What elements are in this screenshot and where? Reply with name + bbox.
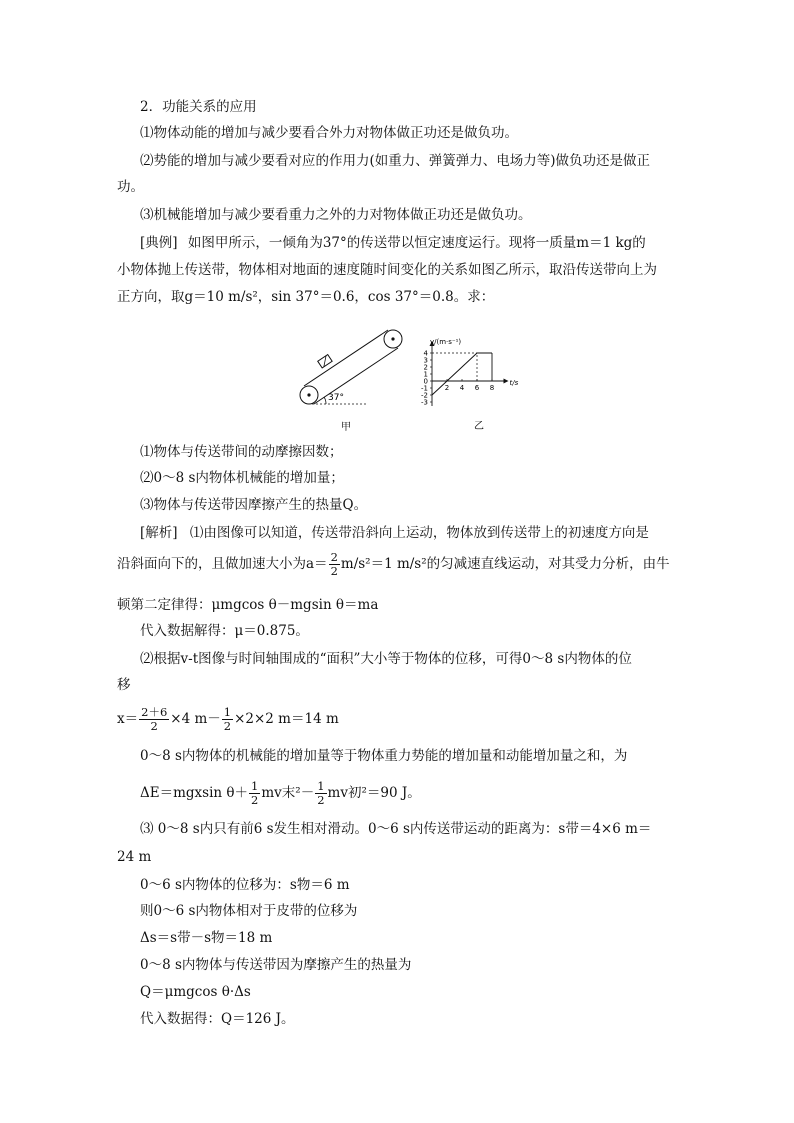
frac-c-num: 1 bbox=[251, 779, 259, 793]
x-tick-label: 4 bbox=[459, 384, 465, 392]
x-axis-label: t/s bbox=[509, 379, 519, 387]
question-3: ⑶物体与传送带因摩擦产生的热量Q。 bbox=[140, 497, 368, 513]
frac-b-num: 1 bbox=[223, 705, 232, 719]
frac-a-num: 2＋6 bbox=[141, 705, 168, 719]
question-1: ⑴物体与传送带间的动摩擦因数； bbox=[140, 444, 343, 460]
y-tick-label: 0 bbox=[423, 377, 428, 386]
solution-3-line-5: Δs＝s带－s物＝18 m bbox=[140, 930, 273, 946]
point-2: ⑵势能的增加与减少要看对应的作用力(如重力、弹簧弹力、电场力等)做负功还是做正 bbox=[140, 153, 651, 169]
x-tick-label: 8 bbox=[489, 384, 495, 392]
frac-a-den: 2 bbox=[150, 719, 158, 733]
frac-num: 2 bbox=[330, 550, 338, 564]
question-2: ⑵0～8 s内物体机械能的增加量； bbox=[140, 470, 344, 486]
accel-text-b: m/s²＝1 m/s²的匀减速直线运动，对其受力分析，由牛 bbox=[340, 556, 670, 572]
example-line-1 bbox=[140, 232, 700, 254]
solution-2-line-1: ⑵根据v-t图像与时间轴围成的“面积”大小等于物体的位移，可得0～8 s内物体的位 bbox=[140, 651, 632, 667]
angle-label: 37° bbox=[328, 393, 344, 403]
section-title: 2．功能关系的应用 bbox=[140, 99, 257, 115]
solution-3-line-1: ⑶ 0～8 s内只有前6 s发生相对滑动。0～6 s内传送带运动的距离为：s带＝4×6 m＝ bbox=[140, 821, 652, 837]
y-axis-label: v/(m·s⁻¹) bbox=[430, 338, 462, 346]
energy-a: ΔE＝mgxsin θ＋ bbox=[140, 785, 249, 801]
frac-d-num: 1 bbox=[317, 779, 325, 793]
example-text-1: 如图甲所示，一倾角为37°的传送带以恒定速度运行。现将一质量m＝1 kg的 bbox=[187, 235, 646, 251]
y-tick-label: 1 bbox=[423, 370, 428, 379]
solution-2-line-2: 移 bbox=[117, 677, 131, 693]
solution-line-2 bbox=[117, 550, 677, 578]
y-tick-label: 4 bbox=[423, 349, 428, 358]
frac-d bbox=[315, 780, 326, 807]
frac-b bbox=[222, 706, 233, 733]
solution-tag: [解析] bbox=[140, 525, 178, 541]
example-tag: [典例] bbox=[140, 235, 178, 251]
example-line-2: 小物体抛上传送带，物体相对地面的速度随时间变化的关系如图乙所示，取沿传送带向上为 bbox=[117, 262, 657, 278]
frac-a bbox=[139, 706, 169, 733]
accel-text: 沿斜面向下的，且做加速大小为a＝ bbox=[117, 556, 328, 572]
solution-3-line-7: Q＝μmgcos θ·Δs bbox=[140, 984, 251, 1000]
frac-den: 2 bbox=[330, 564, 338, 578]
eq-mid: ×4 m－ bbox=[170, 711, 221, 727]
y-tick-label: 2 bbox=[423, 363, 428, 372]
solution-3-line-2: 24 m bbox=[117, 849, 152, 865]
solution-line-1 bbox=[140, 522, 700, 544]
mu-result: 代入数据解得：μ＝0.875。 bbox=[140, 623, 309, 639]
solution-3-line-3: 0～6 s内物体的位移为：s物＝6 m bbox=[140, 877, 350, 893]
x-tick-label: 6 bbox=[474, 384, 480, 392]
point-3: ⑶机械能增加与减少要看重力之外的力对物体做正功还是做负功。 bbox=[140, 207, 532, 223]
energy-c: mv初²＝90 J。 bbox=[327, 785, 421, 801]
y-tick-label: -2 bbox=[421, 391, 428, 400]
caption-yi: 乙 bbox=[474, 421, 484, 432]
solution-3-line-6: 0～8 s内物体与传送带因为摩擦产生的热量为 bbox=[140, 957, 412, 973]
solution-text-1: ⑴由图像可以知道，传送带沿斜向上运动，物体放到传送带上的初速度方向是 bbox=[189, 525, 649, 541]
energy-eq bbox=[140, 778, 700, 808]
vt-graph bbox=[412, 312, 542, 438]
caption-jia: 甲 bbox=[341, 422, 351, 433]
y-tick-label: 3 bbox=[423, 356, 428, 365]
frac-c bbox=[249, 780, 260, 807]
solution-3-line-8: 代入数据得：Q＝126 J。 bbox=[140, 1011, 295, 1027]
frac-b-den: 2 bbox=[223, 719, 232, 733]
frac-c-den: 2 bbox=[251, 793, 259, 807]
y-tick-label: -1 bbox=[421, 384, 428, 393]
y-tick-label: -3 bbox=[421, 398, 428, 407]
solution-3-line-4: 则0～6 s内物体相对于皮带的位移为 bbox=[140, 903, 358, 919]
point-1: ⑴物体动能的增加与减少要看合外力对物体做正功还是做负功。 bbox=[140, 125, 518, 141]
accel-fraction bbox=[329, 551, 340, 578]
energy-b: mv末²－ bbox=[261, 785, 315, 801]
eq-end: ×2×2 m＝14 m bbox=[234, 711, 339, 727]
displacement-eq bbox=[117, 704, 677, 734]
conveyor-figure bbox=[290, 318, 415, 438]
x-axis-arrow bbox=[504, 379, 509, 384]
solution-2-line-4: 0～8 s内物体的机械能的增加量等于物体重力势能的增加量和动能增加量之和，为 bbox=[140, 748, 628, 764]
point-2-cont: 功。 bbox=[117, 179, 144, 195]
example-line-3: 正方向，取g＝10 m/s²，sin 37°＝0.6，cos 37°＝0.8。求： bbox=[117, 289, 495, 305]
x-tick-label: 2 bbox=[444, 384, 450, 392]
frac-d-den: 2 bbox=[317, 793, 325, 807]
eq-x: x＝ bbox=[117, 711, 139, 727]
newton-eq: 顿第二定律得：μmgcos θ－mgsin θ＝ma bbox=[117, 597, 379, 613]
block bbox=[318, 355, 332, 368]
